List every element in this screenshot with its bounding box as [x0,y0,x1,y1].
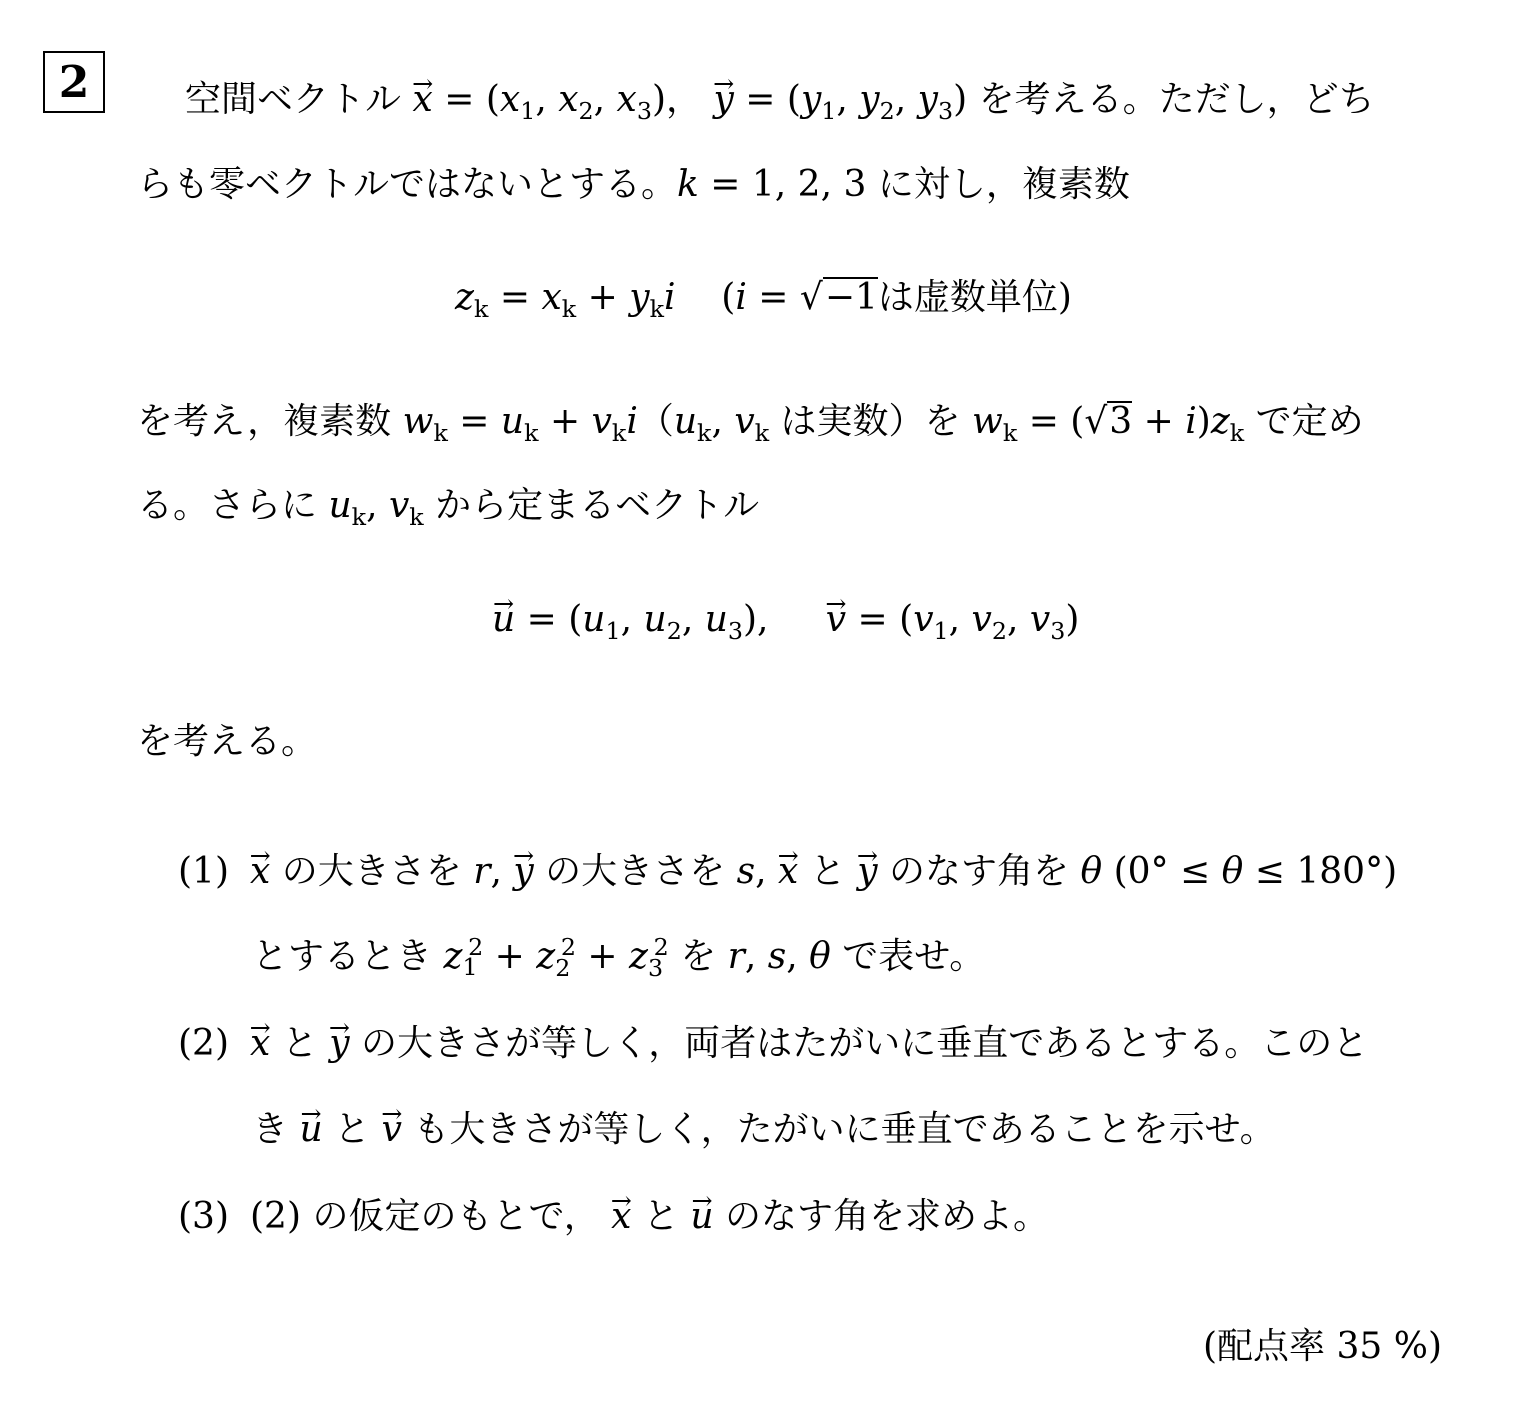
text-line-5 [137,720,317,764]
text-segment: も大きさが等しく，たがいに垂直であることを示せ。 [413,1109,1276,1150]
subquestion-2-label: (2) [178,1023,229,1064]
text-segment: と [642,1196,679,1237]
intro-line-1: 空間ベクトル → $x = (x_1$, $x_2$, $x_3$)， → $y = (y_1$, $y_2$, $y_3$) を考える。ただし，どち [185,78,1375,122]
score-note: (配点率 35 %) [1203,1326,1442,1367]
text-segment: を [680,936,717,977]
formula-note: は虚数単位) [877,277,1072,318]
text-segment: の大きさが等しく，両者はたがいに垂直であるとする。このと [361,1023,1369,1064]
text-segment: (2) の仮定のもとで， [250,1196,600,1237]
intro-text: を考える。ただし，どち [978,79,1375,120]
text-segment: のなす角を [889,851,1070,892]
text-segment: を考え，複素数 [137,401,392,442]
subquestion-2-line-1: → x と → y の大きさが等しく，両者はたがいに垂直であるとする。このと [250,1022,1368,1066]
vector-x: → x [412,78,432,122]
text-segment: とするとき [252,936,433,977]
problem-number: 2 [43,51,105,113]
text-segment: と [809,851,846,892]
text-segment: と [334,1109,371,1150]
vector-y: → y [713,78,733,122]
vector-v: → v [826,598,846,642]
text-segment: は実数）を [780,401,961,442]
text-segment: を考える。 [137,721,318,762]
text-segment: き [252,1109,289,1150]
text-segment: から定まるベクトル [435,485,760,526]
formula-zk: $z_k = x_k + y_ki$ (i = √−1は虚数単位) [455,277,1072,324]
text-segment: で表せ。 [842,936,986,977]
intro-text: らも零ベクトルではないとする。 [137,164,678,205]
intro-text: に対し，複素数 [877,164,1130,205]
intro-text: 空間ベクトル [185,79,402,120]
text-segment: で定め [1255,401,1364,442]
formula-uv: → $u = (u_1$, $u_2$, $u_3$), → $v = (v_1$, $v_2$, $v_3$) [492,598,1079,642]
subquestion-3-label: (3) [178,1196,229,1237]
subquestion-1-label: (1) [178,851,229,892]
subquestion-2-line-2: き → u と → v も大きさが等しく，たがいに垂直であることを示せ。 [252,1108,1276,1152]
text-line-4: る。さらに $u_k$, $v_k$ から定まるベクトル [137,485,760,532]
text-segment: と [281,1023,318,1064]
subquestion-1-line-1: → x の大きさを r, → y の大きさを s, → x と → y のなす角を θ (0° ≤ θ ≤ 180°) [250,850,1397,894]
text-segment: の大きさを [545,851,726,892]
text-segment: る。さらに [137,485,318,526]
text-segment: のなす角を求めよ。 [725,1196,1050,1237]
intro-line-2: らも零ベクトルではないとする。k = 1, 2, 3 に対し，複素数 [137,164,1130,205]
text-line-3: を考え，複素数 $w_k = u_k + v_ki(u_k$, $v_k$ は実数）を $w_k = (√3 + i)z_k$ で定め [137,401,1364,448]
subquestion-1-line-2: とするとき $z_1^2 + z_2^2 + z_3^2$ を r, s, θ で表せ。 [252,933,986,983]
subquestion-3-line-1: (2) の仮定のもとで， → x と → u のなす角を求めよ。 [250,1195,1049,1239]
text-segment: の大きさを [281,851,462,892]
vector-u: → u [492,598,515,642]
